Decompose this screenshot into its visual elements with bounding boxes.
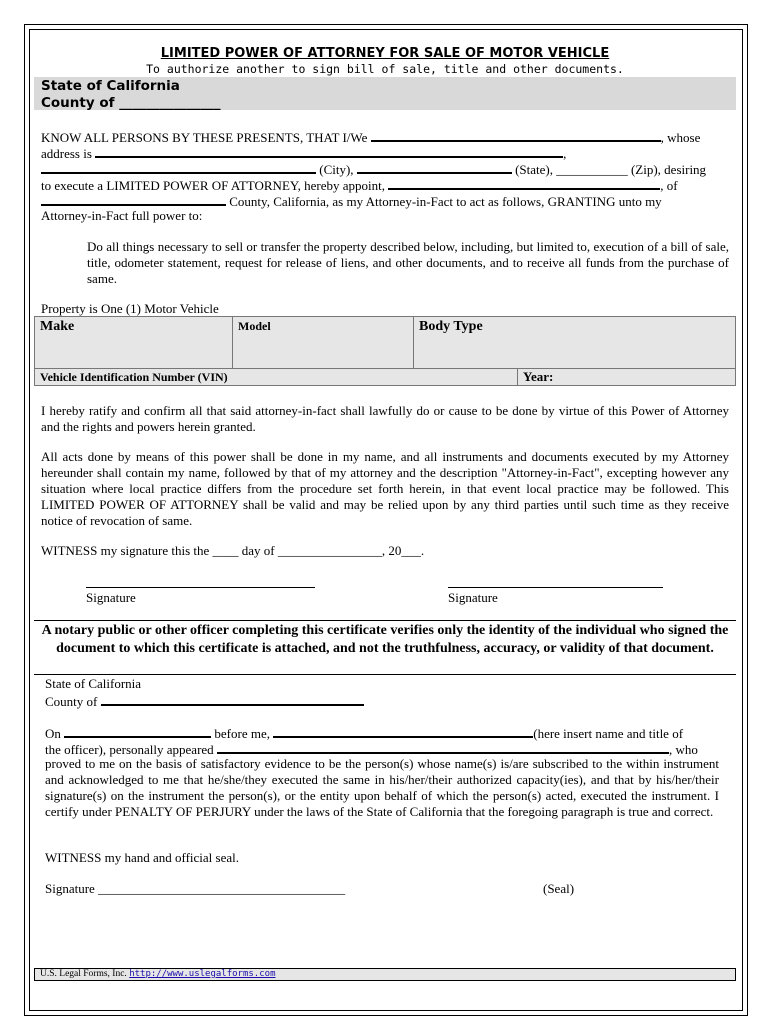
signature-label-right: Signature [448,590,498,605]
powers-paragraph: Do all things necessary to sell or transfer the property described below, including, but limited to, execution of a bill of sale, title, odometer statement, request for release of liens, and other documents, and to receive all funds from the purchase of same. [87,239,729,286]
vin-label: Vehicle Identification Number (VIN) [40,370,228,384]
witness-date-line: WITNESS my signature this the ____ day of ________________, 20___. [41,543,425,558]
notary-signature-line [45,881,345,897]
vin-cell[interactable] [34,368,518,386]
body-type-label: Body Type [419,319,483,334]
notary-county-text: County of [45,694,98,709]
notary-state: State of California [45,676,142,691]
notary-date-blank[interactable] [64,724,211,738]
zip-text: ___________ (Zip), desiring [556,162,707,177]
city-text: (City), [319,162,354,177]
year-label: Year: [523,369,554,384]
property-label: Property is One (1) Motor Vehicle [41,301,219,316]
vehicle-table [34,316,736,386]
county-california-text: County, California, as my Attorney-in-Fact to act as follows, GRANTING unto my [229,194,662,209]
footer-website-link[interactable]: http://www.uslegalforms.com [129,969,276,979]
notary-notice: A notary public or other officer completing this certificate verifies only the identity of the individual who signed the document to which this certificate is attached, and not the truthfulness, accuracy, or validity of that document. [41,623,729,656]
model-label: Model [238,319,271,333]
state-heading: State of California [41,78,180,94]
signature-label-left: Signature [86,590,136,605]
acts-paragraph: All acts done by means of this power shall be done in my name, and all instruments and documents executed by my Attorney hereunder shall contain my name, followed by that of my attorney and the description "Attorney-in-Fact", excepting however any situation where local practice differs from the procedure set forth herein, in that event local practice may be followed. This LIMITED POWER OF ATTORNEY shall be valid and may be relied upon by any third parties until such time as they receive notice of revocation of same. [41,449,729,528]
appeared-name-blank[interactable] [217,740,669,754]
know-all-text: KNOW ALL PERSONS BY THESE PRESENTS, THAT I/We [41,130,368,145]
year-cell[interactable] [517,368,736,386]
document-title: LIMITED POWER OF ATTORNEY FOR SALE OF MOTOR VEHICLE [160,46,610,61]
address-is-text: address is [41,146,92,161]
county-heading: County of _______________ [41,95,221,111]
notary-witness-seal: WITNESS my hand and official seal. [45,850,239,865]
on-text: On [45,726,61,741]
full-power-text: Attorney-in-Fact full power to: [41,208,203,223]
notary-signature-blank[interactable]: ______________________________________ [98,881,346,896]
state-blank[interactable] [357,160,512,174]
city-blank[interactable] [41,160,316,174]
county-blank[interactable] [41,192,226,206]
grantor-name-blank[interactable] [371,128,661,142]
of-text: , of [660,178,678,193]
state-text: (State), [515,162,553,177]
model-cell[interactable] [232,316,414,369]
footer-company: U.S. Legal Forms, Inc. [40,969,127,979]
notary-signature-text: Signature [45,881,95,896]
document-subtitle: To authorize another to sign bill of sale, title and other documents. [146,62,624,76]
make-cell[interactable] [34,316,233,369]
address-blank[interactable] [95,144,563,158]
insert-name-text: (here insert name and title of [533,726,684,741]
notary-divider-top [34,620,736,621]
seal-label: (Seal) [543,881,575,896]
signature-line-right[interactable] [448,587,663,588]
whose-text: , whose [660,130,701,145]
footer-bar [34,968,736,981]
before-me-text: before me, [214,726,270,741]
notary-county-line [45,692,364,710]
make-label: Make [40,319,75,334]
officer-appeared-text: the officer), personally appeared [45,742,214,757]
notary-divider-bottom [34,674,736,675]
notary-proved-paragraph: proved to me on the basis of satisfactory evidence to be the person(s) whose name(s) is/are subscribed to the within instrument and acknowledged to me that he/she/they executed the same in his/her/their authorized capacity(ies), and that by his/her/their signature(s) on the instrument the person(s), or the entity upon behalf of which the person(s) acted, executed the instrument. I certify under PENALTY OF PERJURY under the laws of the State of California that the foregoing paragraph is true and correct. [45,756,719,819]
address-comma: , [563,146,567,161]
execute-text: to execute a LIMITED POWER OF ATTORNEY, hereby appoint, [41,178,385,193]
officer-name-blank[interactable] [273,724,533,738]
who-text: , who [668,742,698,757]
body-type-cell[interactable] [413,316,736,369]
signature-line-left[interactable] [86,587,315,588]
notary-county-blank[interactable] [101,692,364,706]
attorney-name-blank[interactable] [388,176,660,190]
ratify-paragraph: I hereby ratify and confirm all that said attorney-in-fact shall lawfully do or cause to be done by virtue of this Power of Attorney and the rights and powers herein granted. [41,403,729,434]
